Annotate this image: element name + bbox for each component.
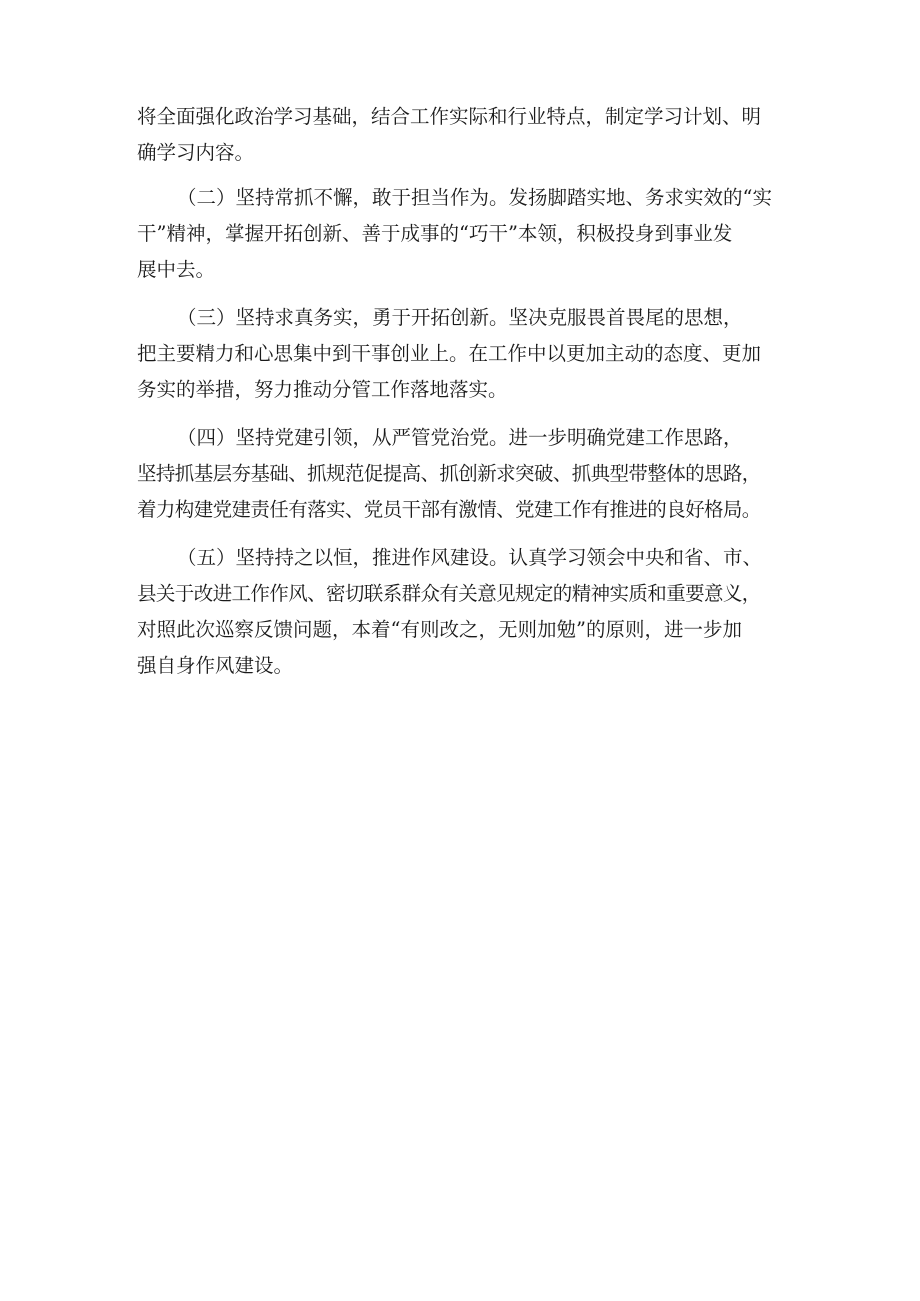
text-line: 把主要精力和心思集中到干事创业上。在工作中以更加主动的态度、更加 [137, 342, 762, 365]
text-line: （四）坚持党建引领，从严管党治党。进一步明确党建工作思路， [177, 426, 743, 449]
text-line: （五）坚持持之以恒，推进作风建设。认真学习领会中央和省、市、 [177, 546, 763, 569]
paragraph-section-five [137, 540, 797, 684]
paragraph-section-four [137, 420, 797, 528]
text-line: 县关于改进工作作风、密切联系群众有关意见规定的精神实质和重要意义， [137, 582, 761, 605]
text-line: （二）坚持常抓不懈，敢于担当作为。发扬脚踏实地、务求实效的“实 [177, 186, 772, 209]
text-line: 展中去。 [137, 258, 216, 281]
text-line: 将全面强化政治学习基础，结合工作实际和行业特点，制定学习计划、明 [137, 105, 762, 128]
text-line: 强自身作风建设。 [137, 654, 294, 677]
text-line: 确学习内容。 [137, 141, 255, 164]
text-line: 干”精神，掌握开拓创新、善于成事的“巧干”本领，积极投身到事业发 [137, 222, 733, 245]
text-line: （三）坚持求真务实，勇于开拓创新。坚决克服畏首畏尾的思想， [177, 306, 743, 329]
text-line: 着力构建党建责任有落实、党员干部有激情、党建工作有推进的良好格局。 [137, 498, 761, 521]
document-body [137, 99, 797, 684]
text-line: 务实的举措，努力推动分管工作落地落实。 [137, 378, 508, 401]
paragraph-study-plan [137, 99, 797, 171]
paragraph-section-two [137, 180, 797, 288]
paragraph-section-three [137, 300, 797, 408]
text-line: 对照此次巡察反馈问题，本着“有则改之，无则加勉”的原则，进一步加 [137, 618, 742, 641]
text-line: 坚持抓基层夯基础、抓规范促提高、抓创新求突破、抓典型带整体的思路， [137, 462, 761, 485]
